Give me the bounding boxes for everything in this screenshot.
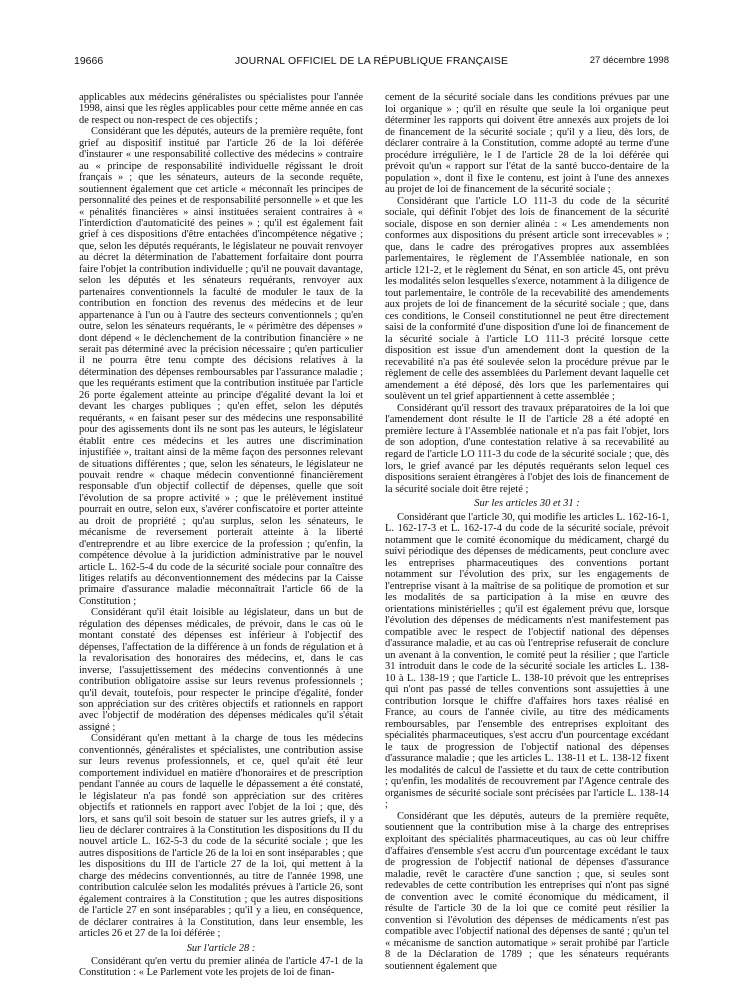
section-heading: Sur les articles 30 et 31 : <box>474 498 580 510</box>
paragraph: Considérant qu'il était loisible au législateur, dans un but de régulation des dépenses médicales, de prévoir, dans le cas où le montant constaté des dépenses est inférieur à l'objectif des dépenses, l'affectation de la différence à un fonds de régulation et à la revalorisation des honoraires des médecins, et, dans le cas inverse, l'assujettissement des médecins conventionnés à une contribution obligatoire assise sur leurs revenus professionnels ; qu'il devait, toutefois, pour respecter le principe d'égalité, fonder son appréciation sur des critères objectifs et rationnels en rapport avec l'objectif de modération des dépenses médicales qu'il s'était assigné ; <box>79 607 363 733</box>
page-number: 19666 <box>74 55 104 67</box>
paragraph: Considérant qu'en vertu du premier alinéa de l'article 47-1 de la Constitution : « Le Parlement vote les projets de loi de finan- <box>79 955 363 979</box>
page-header <box>74 55 669 71</box>
issue-date: 27 décembre 1998 <box>589 55 669 66</box>
paragraph: Considérant que l'article 30, qui modifie les articles L. 162-16-1, L. 162-17-3 et L. 162-17-4 du code de la sécurité sociale, prévoit notamment que le comité économique du médicament, chargé du suivi périodique des dépenses de médicaments, peut conclure avec les entreprises pharmaceutiques des conventions portant notamment sur l'évolution des prix, sur les engagements de l'entreprise visant à la maîtrise de sa politique de promotion et sur les modalités de sa participation à la mise en œuvre des orientations ministérielles ; qu'il est également prévu que, lorsque l'évolution des dépenses de médicaments n'est manifestement pas compatible avec le respect de l'objectif national des dépenses d'assurance maladie, et au cas où l'entreprise refuserait de conclure un avenant à la convention, le comité peut la résilier ; que l'article 31 introduit dans le code de la sécurité sociale les articles L. 138-10 à L. 138-19 ; que l'article L. 138-10 prévoit que les entreprises qui n'ont pas passé de telles conventions sont assujetties à une contribution lorsque le chiffre d'affaires hors taxes réalisé en France, au cours de l'année civile, au titre des médicaments remboursables, par l'ensemble des entreprises exploitant des spécialités pharmaceutiques, s'est accru d'un pourcentage excédant le taux de progression de l'objectif national des dépenses d'assurance maladie ; que les articles L. 138-11 et L. 138-12 fixent les modalités de calcul de l'assiette et du taux de cette contribution ; qu'enfin, les modalités de recouvrement par l'Agence centrale des organismes de sécurité sociale sont précisées par l'article L. 138-14 ; <box>385 511 669 811</box>
paragraph: Considérant qu'en mettant à la charge de tous les médecins conventionnés, généralistes et spécialistes, une contribution assise sur leurs revenus professionnels, et ce, quel qu'ait été leur comportement individuel en matière d'honoraires et de prescription pendant l'année au cours de laquelle le dépassement a été constaté, le législateur n'a pas fondé son appréciation sur des critères objectifs et rationnels en rapport avec l'objet de la loi ; que, dès lors, et sans qu'il soit besoin de statuer sur les autres griefs, il y a lieu de déclarer contraires à la Constitution les dispositions du II du nouvel article L. 162-5-3 du code de la sécurité sociale ; que les autres dispositions de l'article 26 de la loi en sont inséparables ; que les dispositions du III de l'article 27 de la loi, qui mettent à la charge des médecins conventionnés, au titre de l'année 1998, une contribution calculée selon les modalités prévues à l'article 26, sont également contraires à la Constitution ; que les autres dispositions de l'article 27 en sont inséparables ; qu'il y a lieu, en conséquence, de déclarer contraires à la Constitution, dans leur ensemble, les articles 26 et 27 de la loi déférée ; <box>79 733 363 940</box>
paragraph: applicables aux médecins généralistes ou spécialistes pour l'année 1998, ainsi que les règles applicables pour cette même année en cas de respect ou non-respect de ces objectifs ; <box>79 92 363 126</box>
paragraph: Considérant que les députés, auteurs de la première requête, soutiennent que la contribution mise à la charge des entreprises exploitant des spécialités pharmaceutiques, au cas où leur chiffre d'affaires d'ensemble s'est accru d'un pourcentage excédant le taux de progression de l'objectif national de dépenses d'assurance maladie, revêt le caractère d'une sanction ; que, si seules sont redevables de cette contribution les entreprises qui n'ont pas signé de convention avec le comité économique du médicament, il résulte de l'article 30 de la loi que ce comité peut résilier la convention si l'évolution des dépenses de médicaments n'est pas compatible avec l'objectif national des dépenses de santé ; qu'un tel « mécanisme de sanction automatique » serait prohibé par l'article 8 de la Déclaration de 1789 ; que les sénateurs requérants soutiennent également que <box>385 810 669 972</box>
paragraph: Considérant que les députés, auteurs de la première requête, font grief au dispositif institué par l'article 26 de la loi déférée d'instaurer « une responsabilité collective des médecins » contraire au « principe de responsabilité individuelle régissant le droit français » ; que les sénateurs, auteurs de la seconde requête, soutiennent également que cet article « méconnaît les principes de personnalité des peines et de responsabilité personnelle » et que les « pénalités financières » ainsi instituées seraient contraires à « l'interdiction d'automaticité des peines » ; qu'il est également fait grief à ces dispositions d'être entachées d'incompétence négative ; que, selon les députés requérants, le législateur ne pouvait renvoyer au décret la détermination de l'abattement forfaitaire dont pourra faire l'objet la contribution individuelle ; qu'il ne pouvait davantage, selon les députés et les sénateurs requérants, renvoyer aux partenaires conventionnels la faculté de moduler le taux de la contribution en fonction des revenus des médecins et de leur appartenance à l'un ou à l'autre des secteurs conventionnels ; qu'en outre, selon les sénateurs requérants, le « périmètre des dépenses » dont dépend « le déclenchement de la contribution financière » ne serait pas déterminé avec la précision nécessaire ; qu'en particulier il ne pourra être tenu compte des décisions relatives à la détermination des dépenses remboursables par l'assurance maladie ; que les requérants estiment que la contribution instituée par l'article 26 porte également atteinte au principe d'égalité devant la loi et devant les charges publiques ; qu'en effet, selon les députés requérants, « en faisant peser sur des médecins une responsabilité pour des agissements dont ils ne sont pas les auteurs, le législateur établit entre ces médecins et les autres une discrimination injustifiée », traitant ainsi de la même façon des personnes relevant de situations différentes ; que, selon les sénateurs, le législateur ne pouvait rendre « chaque médecin conventionné financièrement responsable d'un objectif collectif de dépenses, quelle que soit l'évolution de sa propre activité » ; que le prélèvement institué pourrait en outre, selon eux, s'avérer confiscatoire et porter atteinte au droit de propriété ; qu'au surplus, selon les sénateurs, le mécanisme de reversement porterait atteinte à la liberté d'entreprendre et au libre exercice de la profession ; qu'enfin, la compétence dévolue à la juridiction administrative par le nouvel article L. 162-5-4 du code de la sécurité sociale pour connaître des litiges relatifs au déconventionnement des médecins par la Caisse primaire d'assurance maladie méconnaîtrait l'article 66 de la Constitution ; <box>79 126 363 607</box>
journal-title: JOURNAL OFFICIEL DE LA RÉPUBLIQUE FRANÇAISE <box>234 55 509 67</box>
paragraph: cement de la sécurité sociale dans les conditions prévues par une loi organique » ; qu'il en résulte que seule la loi organique peut déterminer les rapports qui doivent être annexés aux projets de loi de financement de la sécurité sociale ; qu'il y a lieu, dès lors, de déclarer contraire à la Constitution, comme adopté au terme d'une procédure irrégulière, le I de l'article 28 de la loi déférée qui prévoit qu'un « rapport sur l'état de la santé bucco-dentaire de la population », dont il fixe le contenu, est joint à l'une des annexes au projet de loi de financement de la sécurité sociale ; <box>385 92 669 196</box>
right-column <box>385 92 669 972</box>
left-column <box>79 92 363 979</box>
paragraph: Considérant qu'il ressort des travaux préparatoires de la loi que l'amendement dont résulte le II de l'article 28 a été adopté en première lecture à l'Assemblée nationale et n'a pas fait l'objet, lors de son adoption, d'une contestation relative à sa recevabilité au regard de l'article LO 111-3 du code de la sécurité sociale ; que, dès lors, le grief avancé par les députés requérants selon lequel ces dispositions seraient étrangères à l'objet des lois de financement de la sécurité sociale doit être rejeté ; <box>385 402 669 495</box>
paragraph: Considérant que l'article LO 111-3 du code de la sécurité sociale, qui définit l'objet des lois de financement de la sécurité sociale, dispose en son dernier alinéa : « Les amendements non conformes aux dispositions du présent article sont irrecevables » ; que, dans le cadre des prérogatives propres aux assemblées parlementaires, le règlement de l'Assemblée nationale, en son article 121-2, et le règlement du Sénat, en son article 45, ont prévu les modalités selon lesquelles s'exerce, notamment à la diligence de tout parlementaire, le contrôle de la recevabilité des amendements aux projets de loi de financement de la sécurité sociale ; que, dans ces conditions, le Conseil constitutionnel ne peut être directement saisi de la conformité d'une disposition d'une loi de financement de la sécurité sociale à l'article LO 111-3 précité lorsque cette disposition est issue d'un amendement dont la question de la recevabilité n'a pas été soulevée selon la procédure prévue par le règlement de celle des assemblées du Parlement devant laquelle cet amendement a été déposé, dès lors que les parlementaires qui soulèvent un tel grief appartiennent à cette assemblée ; <box>385 195 669 403</box>
section-heading: Sur l'article 28 : <box>186 942 256 954</box>
